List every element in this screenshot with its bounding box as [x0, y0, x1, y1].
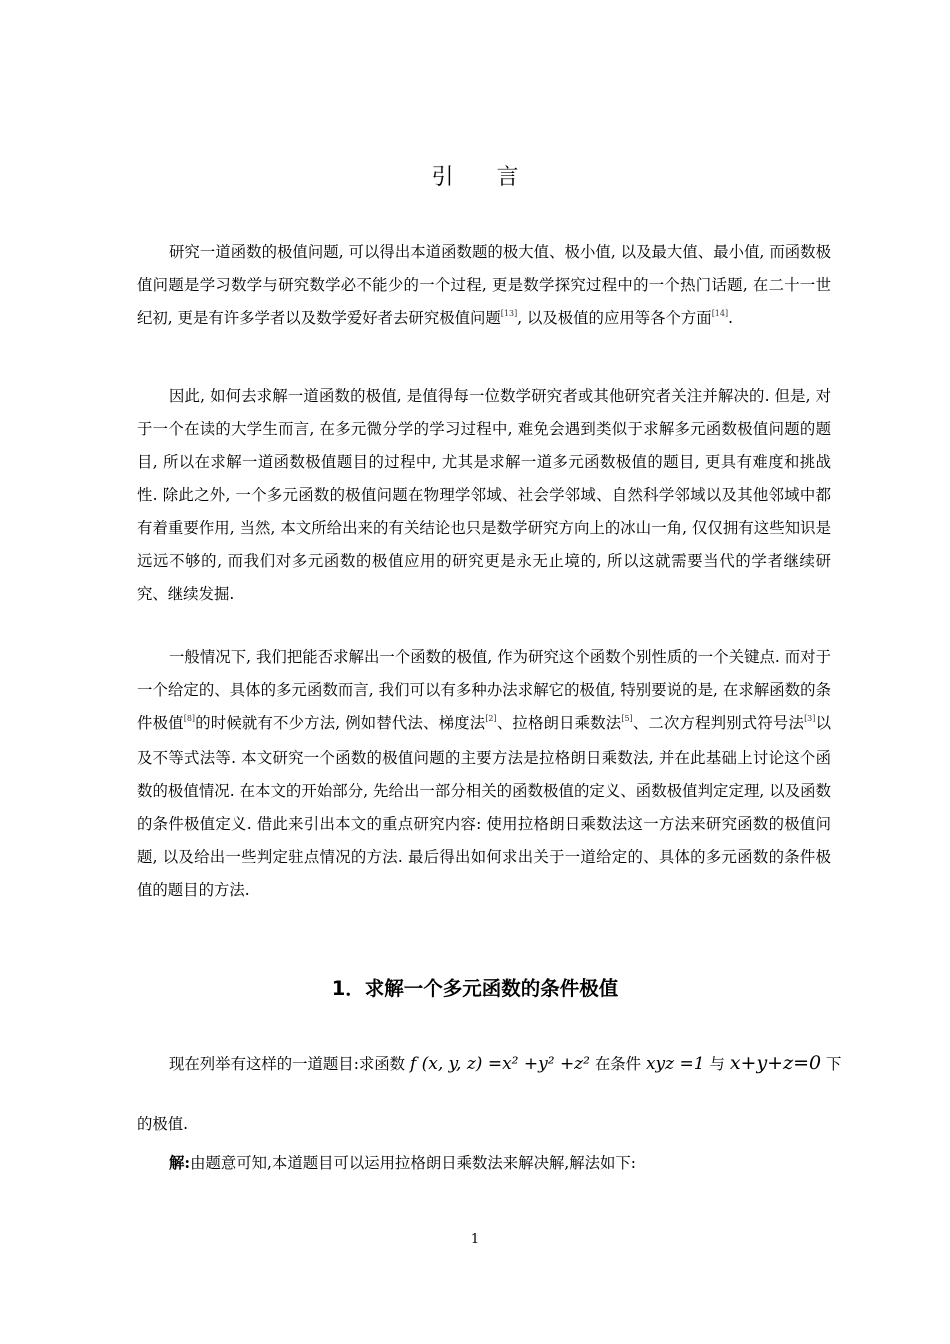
paragraph-text: 研究一道函数的极值问题, 可以得出本道函数题的极大值、极小值, 以及最大值、最小值, 而函数极值问题是学习数学与研究数学必不能少的一个过程, 更是数学探究过程中的一个热门话题, 在二十一世纪初, 更是有许多学者以及数学爱好者去研究极值问题 — [137, 243, 831, 327]
paragraph-text: 以及不等式法等. 本文研究一个函数的极值问题的主要方法是拉格朗日乘数法, 并在此基础上讨论这个函数的极值情况. 在本文的开始部分, 先给出一部分相关的函数极值的定义、函数极值判定定理, 以及函数的条件极值定义. 借此来引出本文的重点研究内容: 使用拉格朗日乘数法这一方法来研究函数的极值问题, 以及给出一些判定驻点情况的方法. 最后得出如何求出关于一道给定的、具体的多元函数的条件极值的题目的方法. — [137, 714, 831, 899]
problem-and: 与 — [709, 1055, 725, 1073]
paragraph-text: 、拉格朗日乘数法 — [496, 714, 622, 732]
solution-line — [169, 1151, 636, 1173]
problem-statement — [169, 1052, 849, 1092]
citation-ref: [5] — [621, 714, 633, 723]
paragraph-text: 一般情况下, 我们把能否求解出一个函数的极值, 作为研究这个函数个别性质的一个关键点. 而对于一个给定的、具体的多元函数而言, 我们可以有多种办法求解它的极值, 特别要说的是, 在求解函数的条件极值 — [137, 648, 831, 732]
citation-ref: [14] — [711, 309, 729, 318]
function-formula: f (x, y, z) =x² +y² +z² — [409, 1054, 590, 1074]
condition-formula-2: x+y+z=0 — [729, 1052, 822, 1074]
paragraph-text: 、二次方程判别式符号法 — [632, 714, 805, 732]
problem-end: 下 — [826, 1055, 842, 1073]
page-number: 1 — [470, 1232, 480, 1247]
problem-tail: 的极值. — [137, 1115, 189, 1133]
paragraph-intro-3 — [137, 641, 831, 907]
citation-ref: [8] — [183, 714, 196, 723]
citation-ref: [13] — [500, 309, 518, 318]
paragraph-intro-1 — [137, 236, 831, 337]
problem-mid: 在条件 — [594, 1055, 642, 1073]
paragraph-text: 的时候就有不少方法, 例如替代法、梯度法 — [195, 714, 486, 732]
solution-label: 解: — [169, 1154, 191, 1172]
citation-ref: [3] — [804, 714, 816, 723]
paragraph-text: . — [728, 309, 734, 327]
solution-text: 由题意可知,本道题目可以运用拉格朗日乘数法来解决解,解法如下: — [190, 1154, 636, 1172]
condition-formula-1: xyz =1 — [645, 1054, 705, 1074]
page-title: 引 言 — [431, 165, 537, 190]
problem-lead: 现在列举有这样的一道题目:求函数 — [169, 1055, 406, 1073]
paragraph-text: , 以及极值的应用等各个方面 — [517, 309, 712, 327]
paragraph-intro-2: 因此, 如何去求解一道函数的极值, 是值得每一位数学研究者或其他研究者关注并解决的. 但是, 对于一个在读的大学生而言, 在多元微分学的学习过程中, 难免会遇到类似于求解多元函数极值问题的题目, 所以在求解一道函数极值题目的过程中, 尤其是求解一道多元函数极值的题目, 更具有难度和挑战性. 除此之外, 一个多元函数的极值问题在物理学邻域、社会学邻域、自然科学邻域以及其他邻域中都有着重要作用, 当然, 本文所给出来的有关结论也只是数学研究方向上的冰山一角, 仅仅拥有这些知识是远远不够的, 而我们对多元函数的极值应用的研究更是永无止境的, 所以这就需要当代的学者继续研究、继续发掘. — [137, 387, 831, 603]
citation-ref: [2] — [485, 714, 497, 723]
section-heading: 1．求解一个多元函数的条件极值 — [331, 977, 619, 1000]
